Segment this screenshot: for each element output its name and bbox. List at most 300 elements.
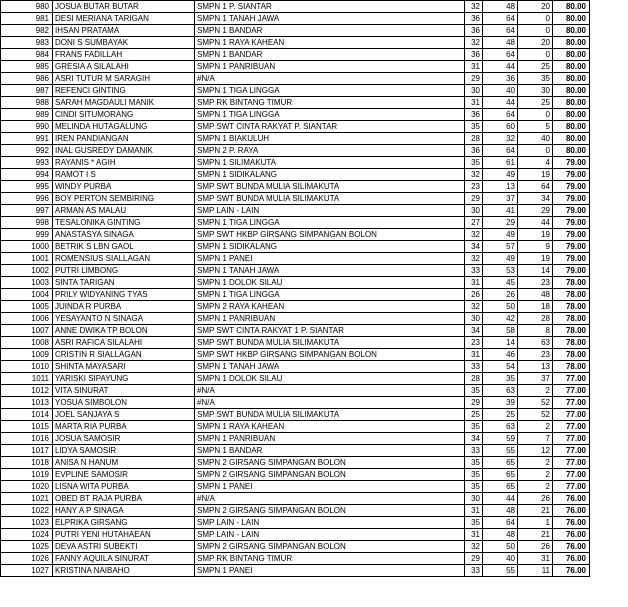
student-name-cell[interactable]: SINTA TARIGAN <box>53 277 195 289</box>
score-b-cell[interactable]: 54 <box>483 361 518 373</box>
row-number-cell[interactable]: 1017 <box>1 445 53 457</box>
school-name-cell[interactable]: SMP SWT BUNDA MULIA SILIMAKUTA <box>195 337 465 349</box>
score-c-cell[interactable]: 12 <box>518 445 553 457</box>
score-c-cell[interactable]: 28 <box>518 313 553 325</box>
score-c-cell[interactable]: 11 <box>518 565 553 577</box>
score-c-cell[interactable]: 4 <box>518 157 553 169</box>
score-a-cell[interactable]: 35 <box>465 385 483 397</box>
school-name-cell[interactable]: SMPN 1 PANRIBUAN <box>195 313 465 325</box>
score-b-cell[interactable]: 48 <box>483 37 518 49</box>
score-a-cell[interactable]: 27 <box>465 217 483 229</box>
row-number-cell[interactable]: 988 <box>1 97 53 109</box>
student-name-cell[interactable]: FANNY AQUILA SINURAT <box>53 553 195 565</box>
student-name-cell[interactable]: DEVA ASTRI SUBEKTI <box>53 541 195 553</box>
score-b-cell[interactable]: 65 <box>483 457 518 469</box>
row-number-cell[interactable]: 1024 <box>1 529 53 541</box>
row-number-cell[interactable]: 1005 <box>1 301 53 313</box>
student-name-cell[interactable]: PUTRI YENI HUTAHAEAN <box>53 529 195 541</box>
score-c-cell[interactable]: 0 <box>518 13 553 25</box>
score-b-cell[interactable]: 46 <box>483 349 518 361</box>
final-score-cell[interactable]: 77.00 <box>553 409 590 421</box>
final-score-cell[interactable]: 78.00 <box>553 289 590 301</box>
final-score-cell[interactable]: 76.00 <box>553 517 590 529</box>
score-a-cell[interactable]: 34 <box>465 325 483 337</box>
student-name-cell[interactable]: IREN PANDIANGAN <box>53 133 195 145</box>
final-score-cell[interactable]: 77.00 <box>553 445 590 457</box>
row-number-cell[interactable]: 1014 <box>1 409 53 421</box>
final-score-cell[interactable]: 79.00 <box>553 229 590 241</box>
final-score-cell[interactable]: 79.00 <box>553 181 590 193</box>
row-number-cell[interactable]: 1025 <box>1 541 53 553</box>
score-b-cell[interactable]: 39 <box>483 397 518 409</box>
score-c-cell[interactable]: 23 <box>518 277 553 289</box>
row-number-cell[interactable]: 1012 <box>1 385 53 397</box>
school-name-cell[interactable]: SMPN 2 GIRSANG SIMPANGAN BOLON <box>195 505 465 517</box>
school-name-cell[interactable]: SMP LAIN - LAIN <box>195 205 465 217</box>
score-b-cell[interactable]: 40 <box>483 553 518 565</box>
student-name-cell[interactable]: WINDY PURBA <box>53 181 195 193</box>
student-name-cell[interactable]: ARMAN AS MALAU <box>53 205 195 217</box>
final-score-cell[interactable]: 79.00 <box>553 253 590 265</box>
school-name-cell[interactable]: SMP LAIN - LAIN <box>195 517 465 529</box>
score-c-cell[interactable]: 0 <box>518 25 553 37</box>
school-name-cell[interactable]: SMPN 2 GIRSANG SIMPANGAN BOLON <box>195 469 465 481</box>
score-c-cell[interactable]: 2 <box>518 421 553 433</box>
score-c-cell[interactable]: 0 <box>518 49 553 61</box>
score-a-cell[interactable]: 35 <box>465 457 483 469</box>
score-a-cell[interactable]: 31 <box>465 529 483 541</box>
score-b-cell[interactable]: 64 <box>483 25 518 37</box>
student-name-cell[interactable]: INAL GUSREDY DAMANIK <box>53 145 195 157</box>
row-number-cell[interactable]: 1021 <box>1 493 53 505</box>
row-number-cell[interactable]: 984 <box>1 49 53 61</box>
school-name-cell[interactable]: #N/A <box>195 385 465 397</box>
final-score-cell[interactable]: 80.00 <box>553 1 590 13</box>
school-name-cell[interactable]: SMP SWT BUNDA MULIA SILIMAKUTA <box>195 409 465 421</box>
student-name-cell[interactable]: ELPRIKA GIRSANG <box>53 517 195 529</box>
score-a-cell[interactable]: 35 <box>465 121 483 133</box>
score-a-cell[interactable]: 31 <box>465 97 483 109</box>
row-number-cell[interactable]: 997 <box>1 205 53 217</box>
student-name-cell[interactable]: DONI S SUMBAYAK <box>53 37 195 49</box>
final-score-cell[interactable]: 79.00 <box>553 205 590 217</box>
school-name-cell[interactable]: SMPN 1 DOLOK SILAU <box>195 277 465 289</box>
score-a-cell[interactable]: 34 <box>465 433 483 445</box>
student-name-cell[interactable]: IHSAN PRATAMA <box>53 25 195 37</box>
school-name-cell[interactable]: SMPN 1 TANAH JAWA <box>195 265 465 277</box>
score-b-cell[interactable]: 44 <box>483 97 518 109</box>
score-c-cell[interactable]: 48 <box>518 289 553 301</box>
row-number-cell[interactable]: 992 <box>1 145 53 157</box>
score-b-cell[interactable]: 63 <box>483 385 518 397</box>
score-b-cell[interactable]: 32 <box>483 133 518 145</box>
school-name-cell[interactable]: SMPN 1 PANRIBUAN <box>195 433 465 445</box>
final-score-cell[interactable]: 77.00 <box>553 385 590 397</box>
score-a-cell[interactable]: 32 <box>465 169 483 181</box>
student-name-cell[interactable]: KRISTINA NAIBAHO <box>53 565 195 577</box>
row-number-cell[interactable]: 1023 <box>1 517 53 529</box>
school-name-cell[interactable]: SMPN 1 TIGA LINGGA <box>195 289 465 301</box>
school-name-cell[interactable]: #N/A <box>195 397 465 409</box>
score-b-cell[interactable]: 63 <box>483 421 518 433</box>
score-a-cell[interactable]: 36 <box>465 145 483 157</box>
student-name-cell[interactable]: JUINDA R PURBA <box>53 301 195 313</box>
score-c-cell[interactable]: 26 <box>518 493 553 505</box>
student-name-cell[interactable]: FRANS FADILLAH <box>53 49 195 61</box>
score-b-cell[interactable]: 50 <box>483 541 518 553</box>
score-c-cell[interactable]: 18 <box>518 301 553 313</box>
final-score-cell[interactable]: 76.00 <box>553 505 590 517</box>
score-c-cell[interactable]: 52 <box>518 409 553 421</box>
final-score-cell[interactable]: 80.00 <box>553 97 590 109</box>
score-c-cell[interactable]: 2 <box>518 457 553 469</box>
score-b-cell[interactable]: 26 <box>483 289 518 301</box>
school-name-cell[interactable]: SMPN 1 P. SIANTAR <box>195 1 465 13</box>
school-name-cell[interactable]: SMP RK BINTANG TIMUR <box>195 97 465 109</box>
score-a-cell[interactable]: 35 <box>465 157 483 169</box>
score-a-cell[interactable]: 23 <box>465 181 483 193</box>
score-c-cell[interactable]: 0 <box>518 109 553 121</box>
score-b-cell[interactable]: 49 <box>483 229 518 241</box>
score-c-cell[interactable]: 29 <box>518 205 553 217</box>
school-name-cell[interactable]: SMPN 1 SIDIKALANG <box>195 241 465 253</box>
score-b-cell[interactable]: 14 <box>483 337 518 349</box>
score-a-cell[interactable]: 34 <box>465 241 483 253</box>
score-b-cell[interactable]: 64 <box>483 13 518 25</box>
score-c-cell[interactable]: 0 <box>518 145 553 157</box>
score-c-cell[interactable]: 40 <box>518 133 553 145</box>
row-number-cell[interactable]: 1022 <box>1 505 53 517</box>
row-number-cell[interactable]: 998 <box>1 217 53 229</box>
final-score-cell[interactable]: 78.00 <box>553 301 590 313</box>
score-c-cell[interactable]: 64 <box>518 181 553 193</box>
score-c-cell[interactable]: 23 <box>518 349 553 361</box>
student-name-cell[interactable]: GRESIA A SILALAHI <box>53 61 195 73</box>
final-score-cell[interactable]: 77.00 <box>553 421 590 433</box>
student-name-cell[interactable]: SARAH MAGDAULI MANIK <box>53 97 195 109</box>
score-b-cell[interactable]: 40 <box>483 85 518 97</box>
score-c-cell[interactable]: 19 <box>518 229 553 241</box>
school-name-cell[interactable]: SMPN 1 BANDAR <box>195 445 465 457</box>
row-number-cell[interactable]: 1007 <box>1 325 53 337</box>
row-number-cell[interactable]: 1016 <box>1 433 53 445</box>
score-c-cell[interactable]: 8 <box>518 325 553 337</box>
score-a-cell[interactable]: 28 <box>465 133 483 145</box>
score-c-cell[interactable]: 19 <box>518 169 553 181</box>
score-b-cell[interactable]: 61 <box>483 157 518 169</box>
student-name-cell[interactable]: RAMOT I S <box>53 169 195 181</box>
score-b-cell[interactable]: 42 <box>483 313 518 325</box>
school-name-cell[interactable]: SMP LAIN - LAIN <box>195 529 465 541</box>
school-name-cell[interactable]: SMPN 1 TIGA LINGGA <box>195 85 465 97</box>
final-score-cell[interactable]: 77.00 <box>553 469 590 481</box>
score-b-cell[interactable]: 13 <box>483 181 518 193</box>
school-name-cell[interactable]: SMPN 1 PANEI <box>195 481 465 493</box>
final-score-cell[interactable]: 79.00 <box>553 169 590 181</box>
row-number-cell[interactable]: 982 <box>1 25 53 37</box>
score-b-cell[interactable]: 41 <box>483 205 518 217</box>
score-c-cell[interactable]: 2 <box>518 481 553 493</box>
score-c-cell[interactable]: 9 <box>518 241 553 253</box>
score-a-cell[interactable]: 31 <box>465 505 483 517</box>
score-a-cell[interactable]: 23 <box>465 337 483 349</box>
score-a-cell[interactable]: 35 <box>465 469 483 481</box>
final-score-cell[interactable]: 76.00 <box>553 541 590 553</box>
row-number-cell[interactable]: 989 <box>1 109 53 121</box>
student-name-cell[interactable]: PUTRI LIMBONG <box>53 265 195 277</box>
final-score-cell[interactable]: 76.00 <box>553 529 590 541</box>
score-b-cell[interactable]: 44 <box>483 61 518 73</box>
score-b-cell[interactable]: 36 <box>483 73 518 85</box>
final-score-cell[interactable]: 77.00 <box>553 373 590 385</box>
score-b-cell[interactable]: 49 <box>483 169 518 181</box>
row-number-cell[interactable]: 1006 <box>1 313 53 325</box>
final-score-cell[interactable]: 80.00 <box>553 61 590 73</box>
row-number-cell[interactable]: 983 <box>1 37 53 49</box>
school-name-cell[interactable]: SMPN 1 SILIMAKUTA <box>195 157 465 169</box>
score-b-cell[interactable]: 64 <box>483 49 518 61</box>
score-c-cell[interactable]: 19 <box>518 253 553 265</box>
row-number-cell[interactable]: 1001 <box>1 253 53 265</box>
student-name-cell[interactable]: YOSUA SIMBOLON <box>53 397 195 409</box>
row-number-cell[interactable]: 1004 <box>1 289 53 301</box>
school-name-cell[interactable]: SMPN 1 DOLOK SILAU <box>195 373 465 385</box>
final-score-cell[interactable]: 78.00 <box>553 361 590 373</box>
score-a-cell[interactable]: 28 <box>465 373 483 385</box>
score-b-cell[interactable]: 37 <box>483 193 518 205</box>
score-a-cell[interactable]: 36 <box>465 109 483 121</box>
school-name-cell[interactable]: SMPN 1 BANDAR <box>195 49 465 61</box>
school-name-cell[interactable]: SMPN 1 TANAH JAWA <box>195 361 465 373</box>
school-name-cell[interactable]: SMP RK BINTANG TIMUR <box>195 553 465 565</box>
score-b-cell[interactable]: 65 <box>483 481 518 493</box>
score-c-cell[interactable]: 25 <box>518 61 553 73</box>
school-name-cell[interactable]: SMPN 2 P. RAYA <box>195 145 465 157</box>
final-score-cell[interactable]: 80.00 <box>553 121 590 133</box>
row-number-cell[interactable]: 987 <box>1 85 53 97</box>
school-name-cell[interactable]: SMPN 1 SIDIKALANG <box>195 169 465 181</box>
school-name-cell[interactable]: #N/A <box>195 493 465 505</box>
score-a-cell[interactable]: 31 <box>465 277 483 289</box>
row-number-cell[interactable]: 996 <box>1 193 53 205</box>
score-b-cell[interactable]: 44 <box>483 493 518 505</box>
score-b-cell[interactable]: 65 <box>483 469 518 481</box>
score-a-cell[interactable]: 33 <box>465 565 483 577</box>
school-name-cell[interactable]: #N/A <box>195 73 465 85</box>
score-b-cell[interactable]: 48 <box>483 1 518 13</box>
school-name-cell[interactable]: SMPN 1 TIGA LINGGA <box>195 217 465 229</box>
student-name-cell[interactable]: ASRI RAFICA SILALAHI <box>53 337 195 349</box>
score-c-cell[interactable]: 37 <box>518 373 553 385</box>
school-name-cell[interactable]: SMP SWT HKBP GIRSANG SIMPANGAN BOLON <box>195 349 465 361</box>
row-number-cell[interactable]: 1027 <box>1 565 53 577</box>
score-b-cell[interactable]: 48 <box>483 529 518 541</box>
score-c-cell[interactable]: 31 <box>518 553 553 565</box>
score-a-cell[interactable]: 29 <box>465 193 483 205</box>
final-score-cell[interactable]: 79.00 <box>553 241 590 253</box>
final-score-cell[interactable]: 79.00 <box>553 193 590 205</box>
score-b-cell[interactable]: 53 <box>483 265 518 277</box>
score-a-cell[interactable]: 32 <box>465 253 483 265</box>
row-number-cell[interactable]: 981 <box>1 13 53 25</box>
row-number-cell[interactable]: 986 <box>1 73 53 85</box>
student-name-cell[interactable]: DESI MERIANA TARIGAN <box>53 13 195 25</box>
student-name-cell[interactable]: ANNE DWIKA TP BOLON <box>53 325 195 337</box>
student-name-cell[interactable]: OBED BT RAJA PURBA <box>53 493 195 505</box>
final-score-cell[interactable]: 77.00 <box>553 457 590 469</box>
final-score-cell[interactable]: 79.00 <box>553 157 590 169</box>
score-b-cell[interactable]: 49 <box>483 253 518 265</box>
score-b-cell[interactable]: 64 <box>483 145 518 157</box>
school-name-cell[interactable]: SMPN 1 RAYA KAHEAN <box>195 37 465 49</box>
student-name-cell[interactable]: JOEL SANJAYA S <box>53 409 195 421</box>
school-name-cell[interactable]: SMPN 1 BIAKULUH <box>195 133 465 145</box>
score-a-cell[interactable]: 32 <box>465 1 483 13</box>
score-c-cell[interactable]: 13 <box>518 361 553 373</box>
row-number-cell[interactable]: 1026 <box>1 553 53 565</box>
score-a-cell[interactable]: 32 <box>465 541 483 553</box>
row-number-cell[interactable]: 1002 <box>1 265 53 277</box>
final-score-cell[interactable]: 80.00 <box>553 37 590 49</box>
student-name-cell[interactable]: ANISA N HANUM <box>53 457 195 469</box>
score-c-cell[interactable]: 2 <box>518 469 553 481</box>
score-a-cell[interactable]: 32 <box>465 37 483 49</box>
score-c-cell[interactable]: 14 <box>518 265 553 277</box>
score-a-cell[interactable]: 33 <box>465 265 483 277</box>
school-name-cell[interactable]: SMPN 1 BANDAR <box>195 25 465 37</box>
final-score-cell[interactable]: 77.00 <box>553 481 590 493</box>
row-number-cell[interactable]: 980 <box>1 1 53 13</box>
final-score-cell[interactable]: 80.00 <box>553 85 590 97</box>
score-a-cell[interactable]: 36 <box>465 13 483 25</box>
row-number-cell[interactable]: 1015 <box>1 421 53 433</box>
row-number-cell[interactable]: 993 <box>1 157 53 169</box>
score-b-cell[interactable]: 60 <box>483 121 518 133</box>
student-name-cell[interactable]: MELINDA HUTAGALUNG <box>53 121 195 133</box>
score-a-cell[interactable]: 32 <box>465 301 483 313</box>
student-name-cell[interactable]: EVPLINE SAMOSIR <box>53 469 195 481</box>
row-number-cell[interactable]: 1011 <box>1 373 53 385</box>
score-b-cell[interactable]: 64 <box>483 517 518 529</box>
school-name-cell[interactable]: SMP SWT CINTA RAKYAT 1 P. SIANTAR <box>195 325 465 337</box>
final-score-cell[interactable]: 76.00 <box>553 493 590 505</box>
score-b-cell[interactable]: 59 <box>483 433 518 445</box>
row-number-cell[interactable]: 1003 <box>1 277 53 289</box>
school-name-cell[interactable]: SMPN 1 TIGA LINGGA <box>195 109 465 121</box>
score-a-cell[interactable]: 36 <box>465 49 483 61</box>
student-name-cell[interactable]: ROMENSIUS SIALLAGAN <box>53 253 195 265</box>
score-b-cell[interactable]: 55 <box>483 445 518 457</box>
row-number-cell[interactable]: 995 <box>1 181 53 193</box>
final-score-cell[interactable]: 80.00 <box>553 13 590 25</box>
score-c-cell[interactable]: 21 <box>518 505 553 517</box>
score-c-cell[interactable]: 7 <box>518 433 553 445</box>
score-c-cell[interactable]: 25 <box>518 97 553 109</box>
student-name-cell[interactable]: ASRI TUTUR M SARAGIH <box>53 73 195 85</box>
final-score-cell[interactable]: 78.00 <box>553 349 590 361</box>
score-a-cell[interactable]: 33 <box>465 445 483 457</box>
student-name-cell[interactable]: MARTA RIA PURBA <box>53 421 195 433</box>
final-score-cell[interactable]: 79.00 <box>553 265 590 277</box>
student-name-cell[interactable]: JOSUA SAMOSIR <box>53 433 195 445</box>
score-a-cell[interactable]: 33 <box>465 361 483 373</box>
school-name-cell[interactable]: SMP SWT HKBP GIRSANG SIMPANGAN BOLON <box>195 229 465 241</box>
score-c-cell[interactable]: 21 <box>518 529 553 541</box>
score-b-cell[interactable]: 57 <box>483 241 518 253</box>
school-name-cell[interactable]: SMP SWT BUNDA MULIA SILIMAKUTA <box>195 193 465 205</box>
score-a-cell[interactable]: 25 <box>465 409 483 421</box>
student-name-cell[interactable]: REFENCI GINTING <box>53 85 195 97</box>
row-number-cell[interactable]: 1019 <box>1 469 53 481</box>
school-name-cell[interactable]: SMPN 1 PANEI <box>195 253 465 265</box>
final-score-cell[interactable]: 77.00 <box>553 397 590 409</box>
student-name-cell[interactable]: LIDYA SAMOSIR <box>53 445 195 457</box>
student-name-cell[interactable]: BETRIK S LBN GAOL <box>53 241 195 253</box>
score-a-cell[interactable]: 30 <box>465 493 483 505</box>
final-score-cell[interactable]: 78.00 <box>553 325 590 337</box>
score-c-cell[interactable]: 26 <box>518 541 553 553</box>
school-name-cell[interactable]: SMPN 2 RAYA KAHEAN <box>195 301 465 313</box>
student-name-cell[interactable]: ANASTASYA SINAGA <box>53 229 195 241</box>
row-number-cell[interactable]: 1009 <box>1 349 53 361</box>
score-a-cell[interactable]: 35 <box>465 421 483 433</box>
final-score-cell[interactable]: 80.00 <box>553 25 590 37</box>
score-a-cell[interactable]: 31 <box>465 349 483 361</box>
row-number-cell[interactable]: 994 <box>1 169 53 181</box>
student-name-cell[interactable]: LISNA WITA PURBA <box>53 481 195 493</box>
student-name-cell[interactable]: JOSUA BUTAR BUTAR <box>53 1 195 13</box>
final-score-cell[interactable]: 80.00 <box>553 73 590 85</box>
score-b-cell[interactable]: 58 <box>483 325 518 337</box>
student-name-cell[interactable]: CRISTIN R SIALLAGAN <box>53 349 195 361</box>
score-a-cell[interactable]: 36 <box>465 25 483 37</box>
score-b-cell[interactable]: 50 <box>483 301 518 313</box>
school-name-cell[interactable]: SMPN 1 PANEI <box>195 565 465 577</box>
score-b-cell[interactable]: 48 <box>483 505 518 517</box>
score-a-cell[interactable]: 31 <box>465 61 483 73</box>
score-c-cell[interactable]: 1 <box>518 517 553 529</box>
score-a-cell[interactable]: 35 <box>465 517 483 529</box>
score-c-cell[interactable]: 20 <box>518 37 553 49</box>
school-name-cell[interactable]: SMPN 1 RAYA KAHEAN <box>195 421 465 433</box>
score-a-cell[interactable]: 32 <box>465 229 483 241</box>
score-b-cell[interactable]: 25 <box>483 409 518 421</box>
row-number-cell[interactable]: 985 <box>1 61 53 73</box>
row-number-cell[interactable]: 1010 <box>1 361 53 373</box>
row-number-cell[interactable]: 999 <box>1 229 53 241</box>
score-c-cell[interactable]: 2 <box>518 385 553 397</box>
final-score-cell[interactable]: 78.00 <box>553 277 590 289</box>
row-number-cell[interactable]: 1008 <box>1 337 53 349</box>
final-score-cell[interactable]: 80.00 <box>553 109 590 121</box>
school-name-cell[interactable]: SMP SWT CINTA RAKYAT P. SIANTAR <box>195 121 465 133</box>
final-score-cell[interactable]: 77.00 <box>553 433 590 445</box>
score-b-cell[interactable]: 45 <box>483 277 518 289</box>
student-name-cell[interactable]: VITA SINURAT <box>53 385 195 397</box>
score-c-cell[interactable]: 63 <box>518 337 553 349</box>
student-name-cell[interactable]: YARISKI SIPAYUNG <box>53 373 195 385</box>
student-name-cell[interactable]: YESAYANTO N SINAGA <box>53 313 195 325</box>
student-name-cell[interactable]: HANY A P SINAGA <box>53 505 195 517</box>
student-name-cell[interactable]: TESALONIKA GINTING <box>53 217 195 229</box>
final-score-cell[interactable]: 80.00 <box>553 145 590 157</box>
school-name-cell[interactable]: SMPN 2 GIRSANG SIMPANGAN BOLON <box>195 457 465 469</box>
final-score-cell[interactable]: 78.00 <box>553 313 590 325</box>
final-score-cell[interactable]: 76.00 <box>553 565 590 577</box>
score-a-cell[interactable]: 29 <box>465 397 483 409</box>
score-a-cell[interactable]: 29 <box>465 73 483 85</box>
score-c-cell[interactable]: 30 <box>518 85 553 97</box>
